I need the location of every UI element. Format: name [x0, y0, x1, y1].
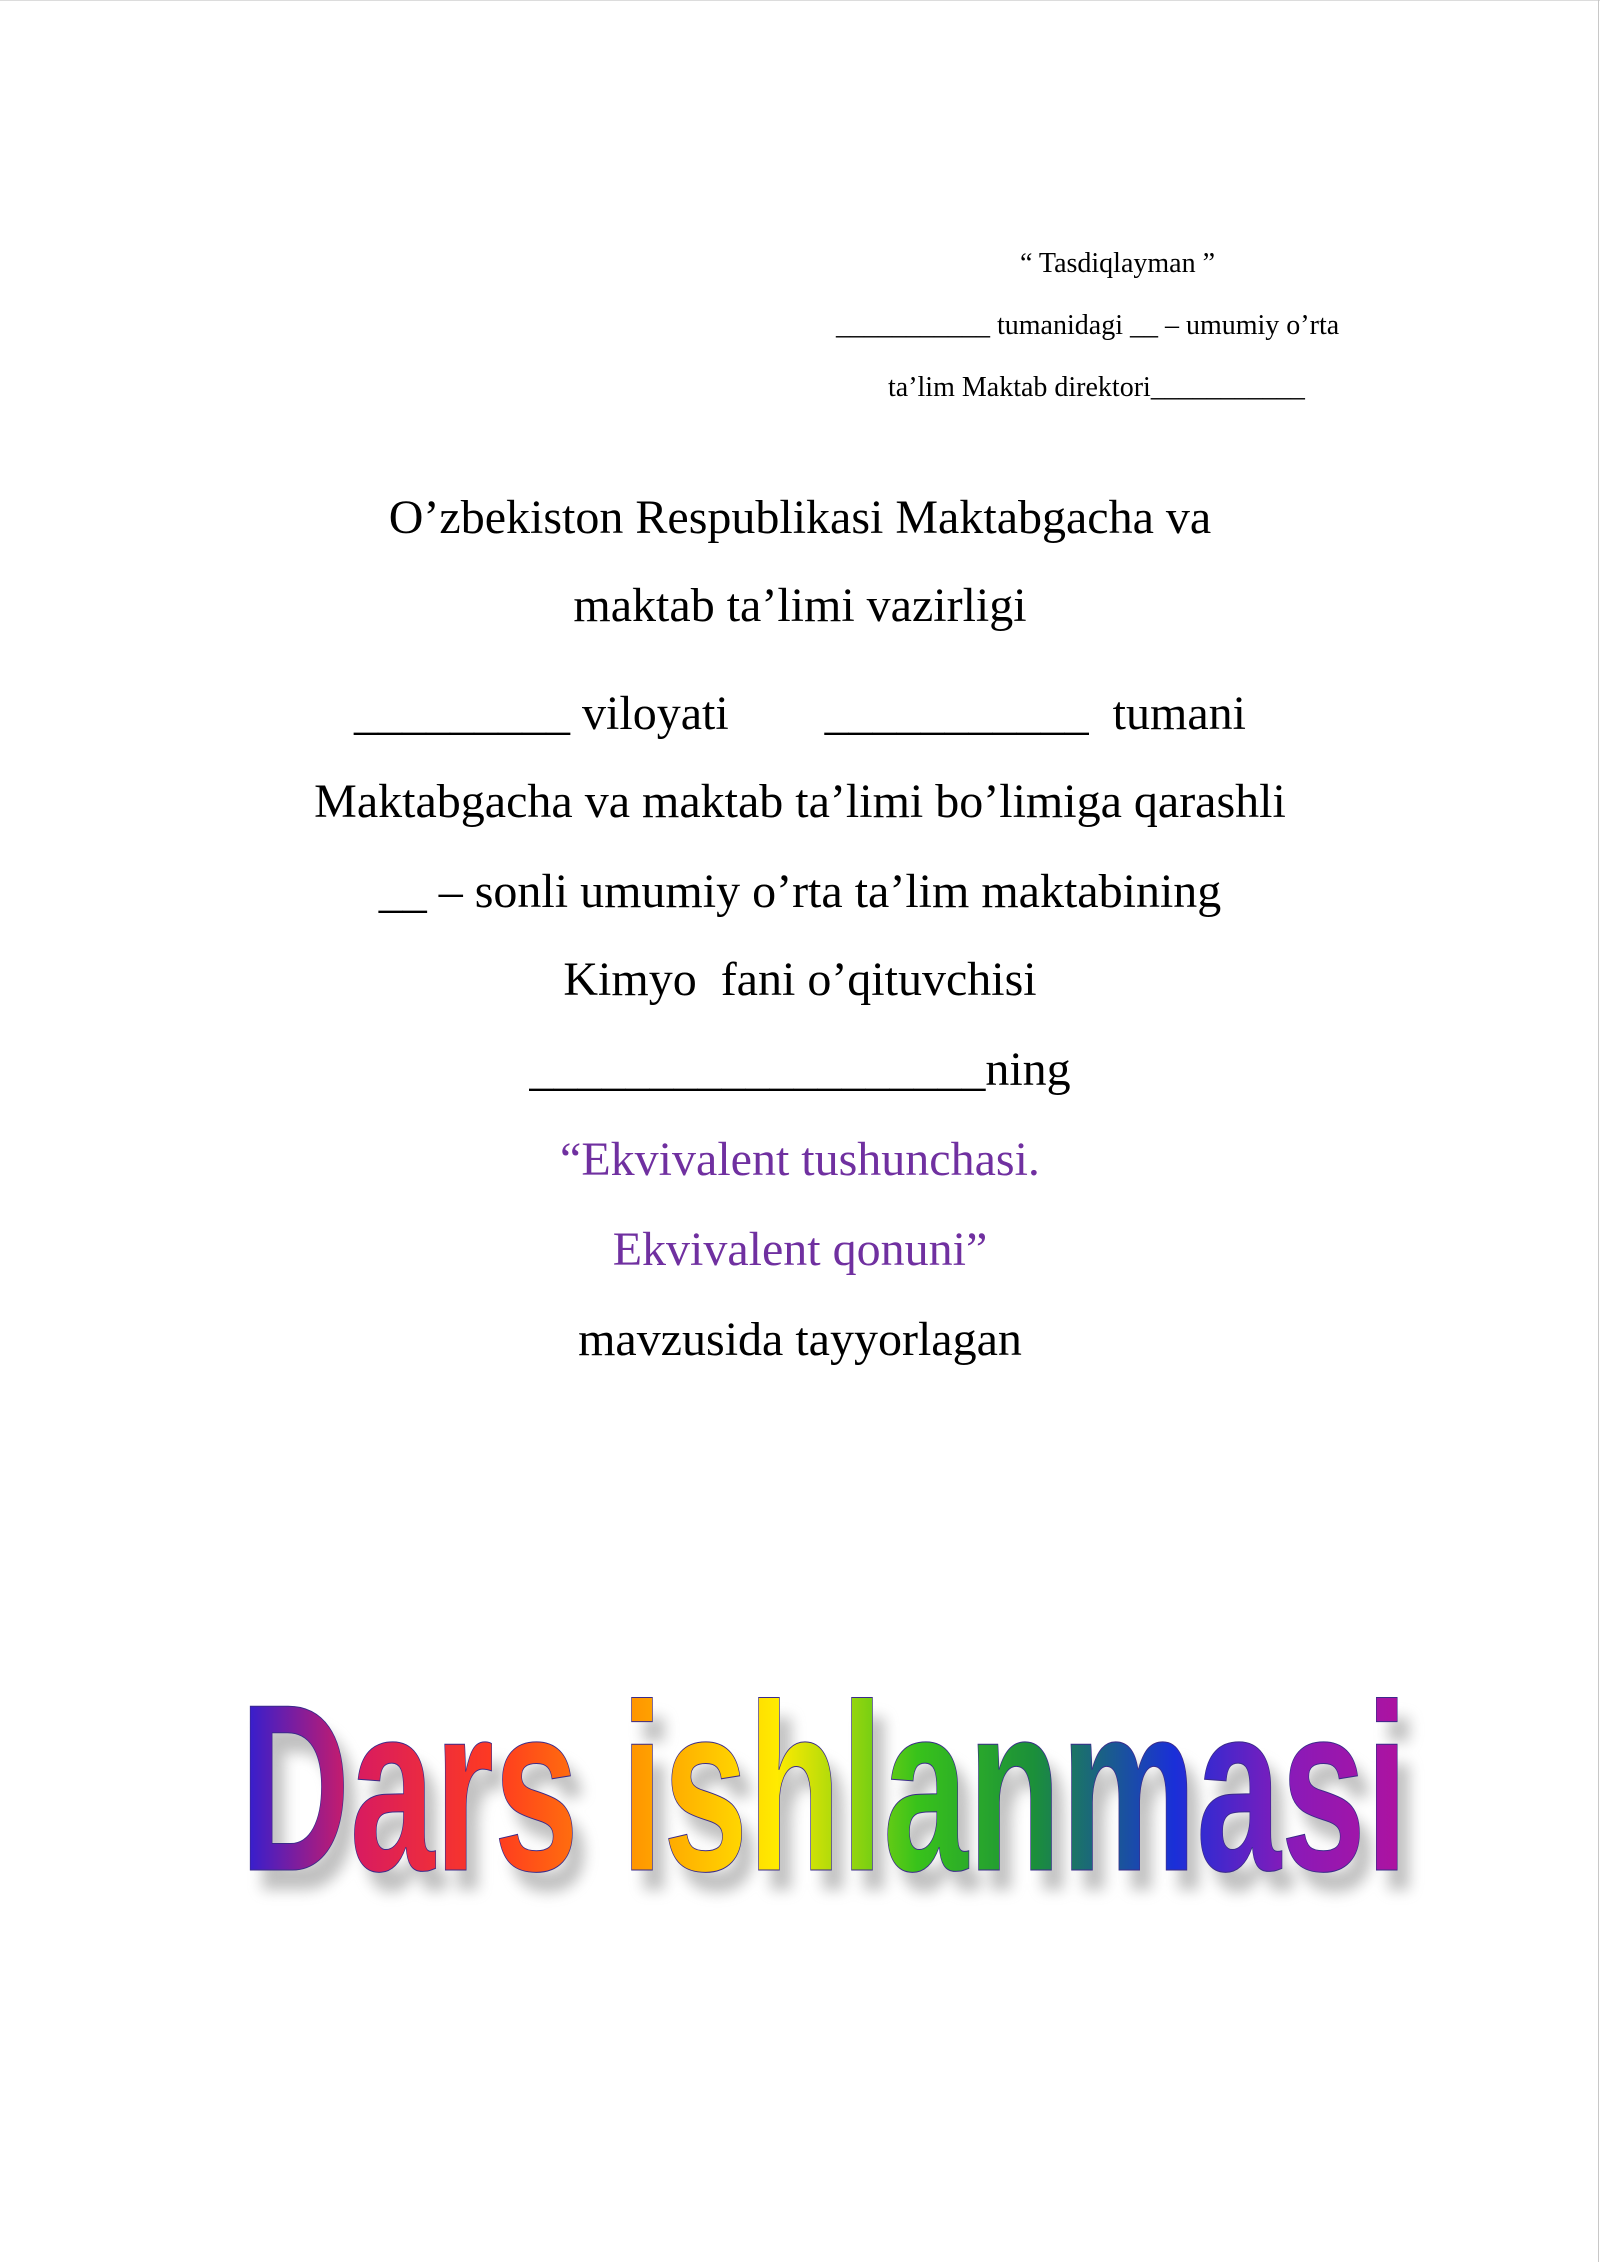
banner-shadow: Dars ishlanmasi [252, 1676, 1420, 1940]
teacher-name-line: ___________________ning [529, 1043, 1071, 1096]
approval-director-line: ta’lim Maktab direktori___________ [888, 372, 1305, 403]
ministry-line-1: O’zbekiston Respublikasi Maktabgacha va [388, 491, 1212, 544]
region-line: _________ viloyati ___________ tumani [354, 687, 1246, 740]
topic-line-1: “Ekvivalent tushunchasi. [560, 1133, 1040, 1186]
dars-ishlanmasi-banner [236, 1640, 1436, 1940]
department-line: Maktabgacha va maktab ta’limi bo’limiga qarashli [314, 775, 1286, 828]
school-line: __ – sonli umumiy o’rta ta’lim maktabining [378, 865, 1222, 918]
approval-title: “ Tasdiqlayman ” [1020, 248, 1216, 279]
ministry-line-2: maktab ta’limi vazirligi [573, 579, 1027, 632]
topic-suffix-line: mavzusida tayyorlagan [578, 1313, 1022, 1366]
banner-text: Dars ishlanmasi [240, 1656, 1408, 1921]
rainbow-wordart [236, 1640, 1436, 1940]
approval-district-line: ___________ tumanidagi __ – umumiy o’rta [836, 310, 1340, 341]
page-right-edge [1598, 0, 1599, 2262]
teacher-line: Kimyo fani o’qituvchisi [563, 953, 1037, 1006]
page-top-edge [0, 0, 1600, 1]
topic-line-2: Ekvivalent qonuni” [612, 1223, 988, 1276]
